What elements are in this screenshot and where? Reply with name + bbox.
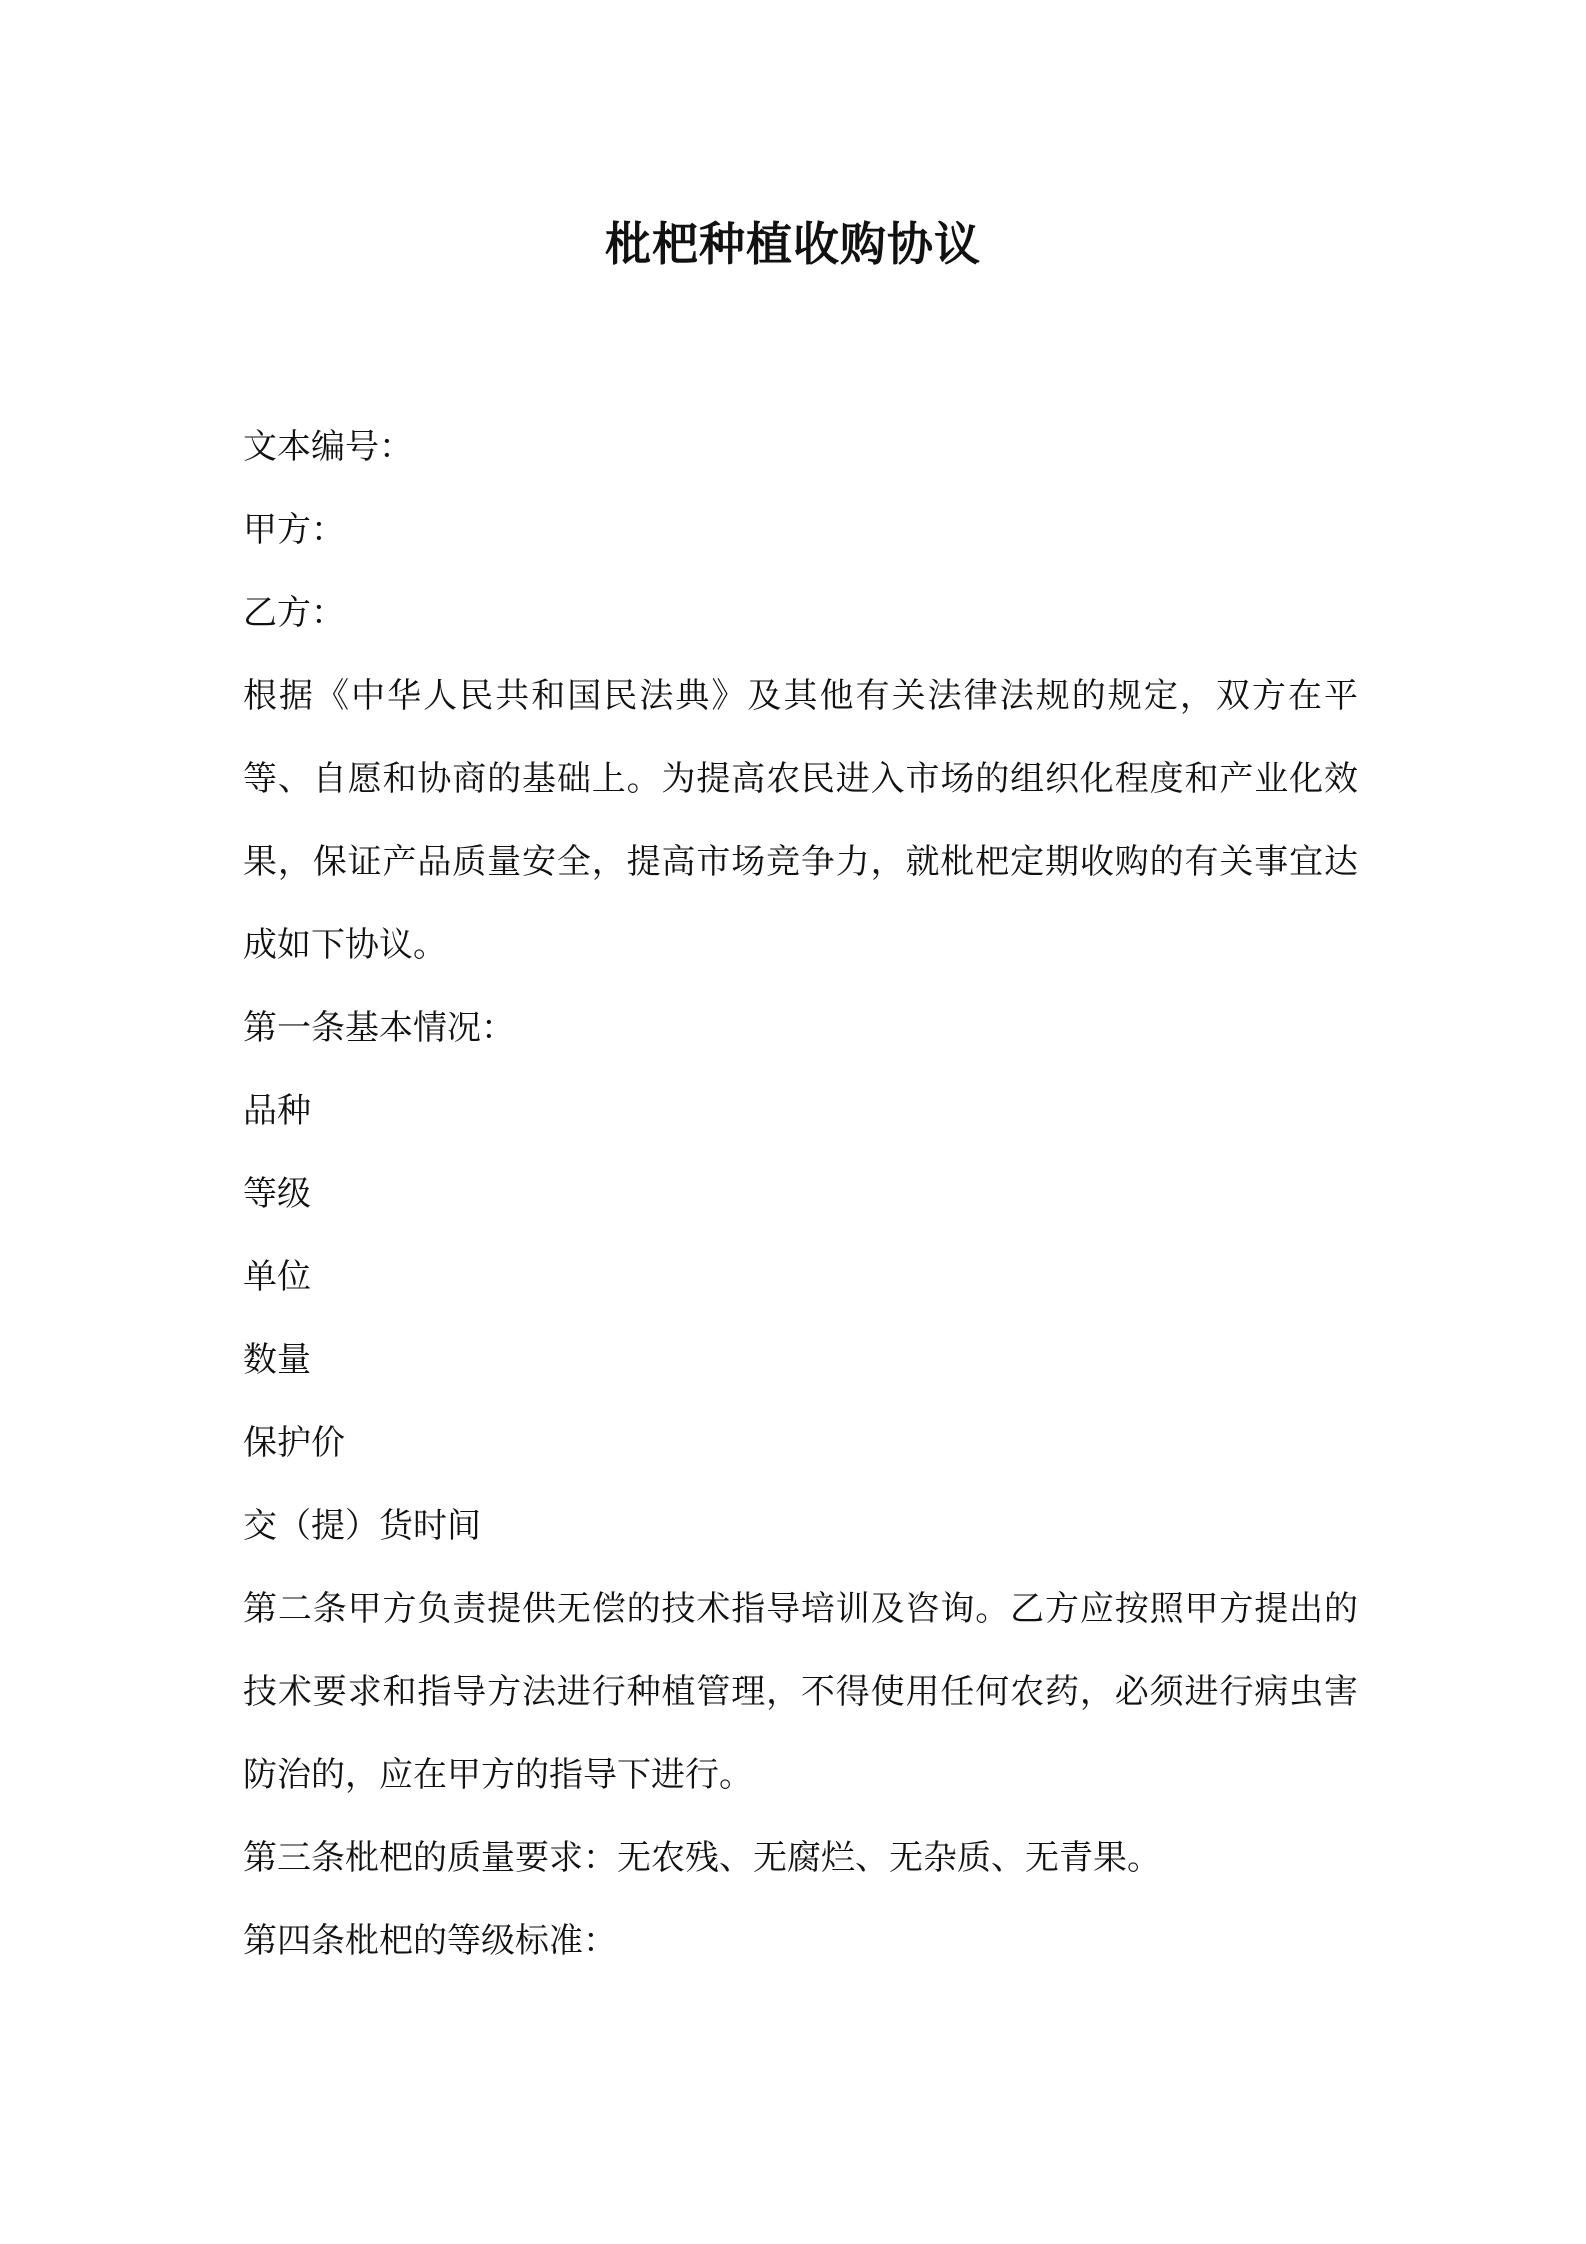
article-2-paragraph: 第二条甲方负责提供无偿的技术指导培训及咨询。乙方应按照甲方提出的技术要求和指导方法进行种植管理，不得使用任何农药，必须进行病虫害防治的，应在甲方的指导下进行。	[243, 1589, 1358, 1795]
article-1-heading: 第一条基本情况：	[243, 1008, 515, 1048]
article-3-paragraph: 第三条枇杷的质量要求：无农残、无腐烂、无杂质、无青果。	[243, 1838, 1161, 1878]
party-b-field: 乙方：	[243, 593, 345, 633]
doc-number-field: 文本编号：	[243, 427, 413, 467]
document-title: 枇杷种植收购协议	[605, 217, 981, 271]
article-4-heading: 第四条枇杷的等级标准：	[243, 1921, 617, 1961]
article-1-item-unit: 单位	[243, 1257, 311, 1297]
article-1-item-variety: 品种	[243, 1091, 311, 1131]
party-a-field: 甲方：	[243, 510, 345, 550]
article-1-item-grade: 等级	[243, 1174, 311, 1214]
article-1-item-protected-price: 保护价	[243, 1423, 345, 1463]
document-body	[243, 406, 1358, 1983]
article-1-item-quantity: 数量	[243, 1340, 311, 1380]
preamble-paragraph: 根据《中华人民共和国民法典》及其他有关法律法规的规定，双方在平等、自愿和协商的基础上。为提高农民进入市场的组织化程度和产业化效果，保证产品质量安全，提高市场竞争力，就枇杷定期收购的有关事宜达成如下协议。	[243, 676, 1358, 965]
article-1-item-delivery-time: 交（提）货时间	[243, 1506, 481, 1546]
